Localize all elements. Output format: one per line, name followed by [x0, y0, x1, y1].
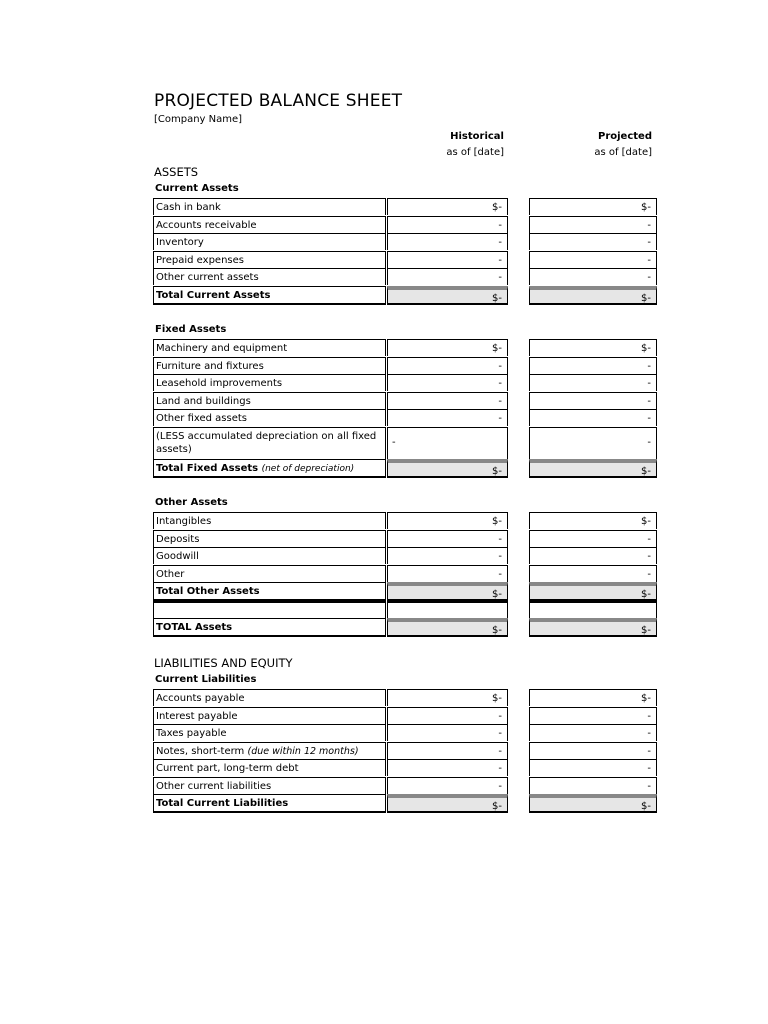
fixed-assets-heading: Fixed Assets	[155, 324, 227, 335]
row-label: Land and buildings	[153, 392, 386, 409]
row-label: Intangibles	[153, 512, 386, 529]
grand-total-label: TOTAL Assets	[153, 618, 386, 637]
row-label: Other	[153, 565, 386, 582]
historical-header	[450, 131, 504, 142]
total-label-text: Total Fixed Assets	[156, 462, 259, 474]
document-title: PROJECTED BALANCE SHEET	[154, 91, 403, 111]
blank-cell	[387, 601, 508, 618]
historical-cell[interactable]: -	[387, 392, 508, 409]
projected-cell[interactable]: -	[529, 233, 657, 250]
row-label: Machinery and equipment	[153, 339, 386, 356]
total-label: Total Current Assets	[153, 286, 386, 305]
historical-cell[interactable]: -	[387, 216, 508, 233]
historical-cell[interactable]: -	[387, 547, 508, 564]
historical-asof: as of [date]	[446, 147, 504, 158]
projected-cell[interactable]: $-	[529, 512, 657, 529]
row-label: Other current assets	[153, 268, 386, 285]
other-assets-heading: Other Assets	[155, 497, 228, 508]
total-label: Total Current Liabilities	[153, 794, 386, 813]
projected-cell[interactable]: -	[529, 547, 657, 564]
historical-cell[interactable]: $-	[387, 512, 508, 529]
historical-cell[interactable]: -	[387, 374, 508, 391]
current-liabilities-heading: Current Liabilities	[155, 674, 257, 685]
company-name: [Company Name]	[154, 114, 243, 125]
projected-cell[interactable]: -	[529, 268, 657, 285]
projected-cell[interactable]: -	[529, 216, 657, 233]
projected-cell[interactable]: -	[529, 427, 657, 459]
projected-cell[interactable]: -	[529, 530, 657, 547]
blank-cell	[153, 601, 386, 618]
historical-cell[interactable]: -	[387, 742, 508, 759]
projected-total: $-	[529, 794, 657, 813]
projected-asof: as of [date]	[594, 147, 652, 158]
current-assets-heading: Current Assets	[155, 183, 239, 194]
historical-cell[interactable]: -	[387, 707, 508, 724]
row-label: Other current liabilities	[153, 777, 386, 794]
projected-cell[interactable]: -	[529, 777, 657, 794]
projected-cell[interactable]: -	[529, 409, 657, 426]
projected-cell[interactable]: -	[529, 392, 657, 409]
row-label-text: Notes, short-term	[156, 745, 245, 757]
historical-cell[interactable]: -	[387, 251, 508, 268]
historical-title: Historical	[450, 131, 504, 142]
row-label: Prepaid expenses	[153, 251, 386, 268]
projected-cell[interactable]: -	[529, 251, 657, 268]
historical-cell[interactable]: -	[387, 427, 508, 459]
historical-cell[interactable]: -	[387, 409, 508, 426]
historical-cell[interactable]: -	[387, 759, 508, 776]
projected-cell[interactable]: -	[529, 724, 657, 741]
row-label: Accounts payable	[153, 689, 386, 706]
row-label: Leasehold improvements	[153, 374, 386, 391]
historical-cell[interactable]: $-	[387, 339, 508, 356]
projected-cell[interactable]: -	[529, 742, 657, 759]
total-label: Total Other Assets	[153, 582, 386, 601]
historical-cell[interactable]: -	[387, 357, 508, 374]
row-label	[153, 742, 386, 759]
projected-grand-total: $-	[529, 618, 657, 637]
projected-cell[interactable]: -	[529, 565, 657, 582]
historical-total: $-	[387, 286, 508, 305]
historical-cell[interactable]: -	[387, 268, 508, 285]
projected-total: $-	[529, 582, 657, 601]
projected-title: Projected	[598, 131, 652, 142]
row-label: Inventory	[153, 233, 386, 250]
historical-total: $-	[387, 459, 508, 478]
historical-cell[interactable]: -	[387, 777, 508, 794]
historical-cell[interactable]: -	[387, 530, 508, 547]
historical-cell[interactable]: -	[387, 565, 508, 582]
projected-cell[interactable]: $-	[529, 689, 657, 706]
historical-grand-total: $-	[387, 618, 508, 637]
projected-cell[interactable]: $-	[529, 339, 657, 356]
total-label-note: (net of depreciation)	[261, 463, 355, 474]
row-label: Deposits	[153, 530, 386, 547]
projected-cell[interactable]: -	[529, 357, 657, 374]
row-label: Interest payable	[153, 707, 386, 724]
historical-cell[interactable]: -	[387, 233, 508, 250]
row-label: Taxes payable	[153, 724, 386, 741]
projected-total: $-	[529, 459, 657, 478]
row-label: Cash in bank	[153, 198, 386, 215]
assets-heading: ASSETS	[154, 165, 199, 179]
row-label-note: (due within 12 months)	[247, 745, 359, 757]
projected-total: $-	[529, 286, 657, 305]
historical-cell[interactable]: $-	[387, 689, 508, 706]
projected-header	[598, 131, 652, 142]
row-label: Other fixed assets	[153, 409, 386, 426]
historical-cell[interactable]: $-	[387, 198, 508, 215]
projected-cell[interactable]: $-	[529, 198, 657, 215]
historical-total: $-	[387, 582, 508, 601]
liabilities-heading: LIABILITIES AND EQUITY	[154, 656, 293, 670]
projected-cell[interactable]: -	[529, 374, 657, 391]
row-label: Accounts receivable	[153, 216, 386, 233]
projected-cell[interactable]: -	[529, 707, 657, 724]
row-label: (LESS accumulated depreciation on all fixed assets)	[153, 427, 386, 459]
row-label: Goodwill	[153, 547, 386, 564]
row-label: Furniture and fixtures	[153, 357, 386, 374]
projected-cell[interactable]: -	[529, 759, 657, 776]
historical-total: $-	[387, 794, 508, 813]
total-label	[153, 459, 386, 478]
row-label: Current part, long-term debt	[153, 759, 386, 776]
historical-cell[interactable]: -	[387, 724, 508, 741]
blank-cell	[529, 601, 657, 618]
